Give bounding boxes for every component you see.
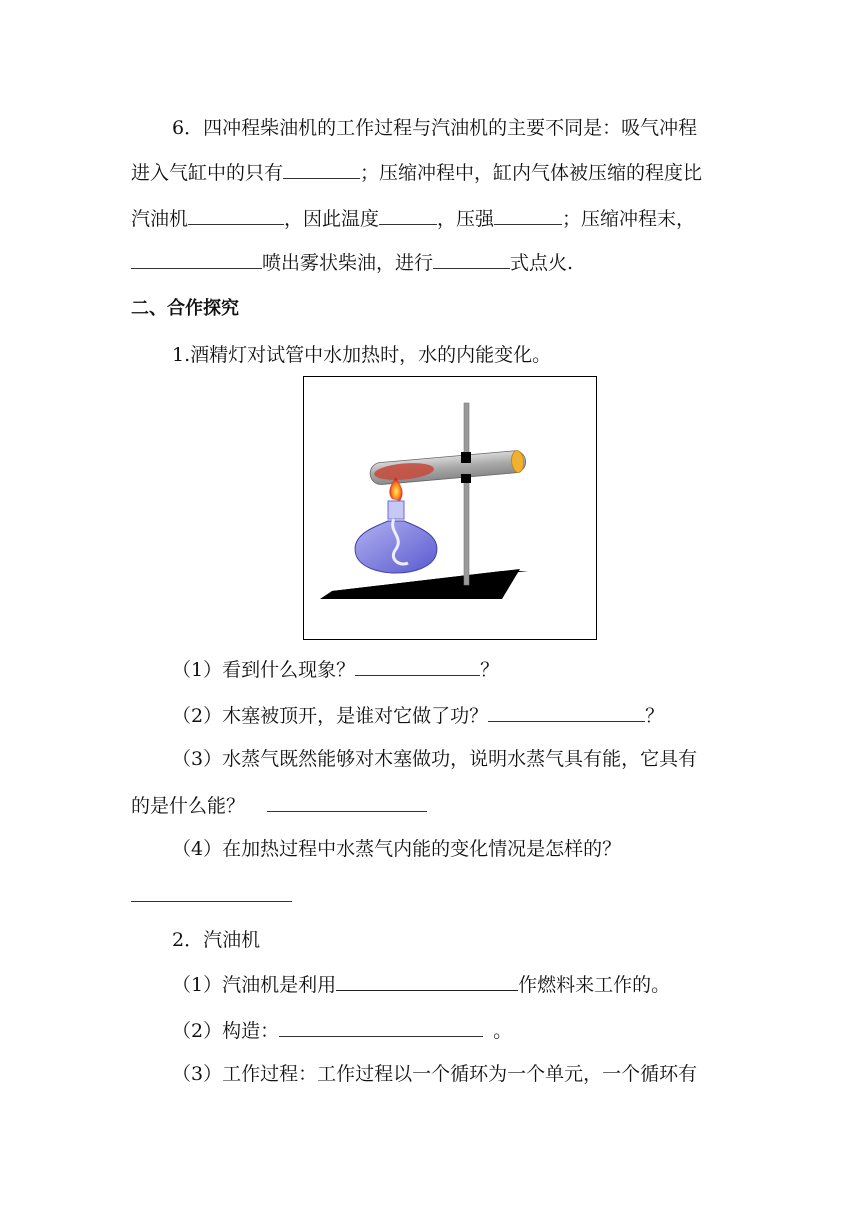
apparatus-figure [303, 376, 597, 640]
q6-text: 汽油机 [131, 208, 189, 230]
q-text: ？ [480, 659, 500, 681]
q6-text: 进入气缸中的只有 [131, 162, 284, 184]
answer-blank[interactable] [131, 250, 262, 269]
q6-text: ；压缩冲程末， [562, 208, 696, 230]
q6-text: ；压缩冲程中，缸内气体被压缩的程度比 [360, 162, 703, 184]
q-text: （2）木塞被顶开，是谁对它做了功？ [172, 705, 489, 727]
answer-blank[interactable] [279, 1018, 483, 1037]
item2-s1 [172, 972, 670, 997]
item2-s3: （3）工作过程：工作过程以一个循环为一个单元，一个循环有 [172, 1063, 698, 1085]
item1-q3-line2 [131, 793, 427, 818]
item1-q1 [172, 657, 499, 682]
item1-q4: （4）在加热过程中水蒸气内能的变化情况是怎样的？ [172, 838, 622, 860]
answer-blank[interactable] [336, 972, 518, 991]
clamp-top [461, 452, 471, 463]
answer-blank[interactable] [283, 160, 360, 179]
q-text: （1）汽油机是利用 [172, 974, 337, 996]
answer-blank[interactable] [488, 703, 645, 722]
answer-blank[interactable] [494, 206, 562, 225]
q-text: （1）看到什么现象？ [172, 659, 356, 681]
q-text: 。 [493, 1020, 513, 1042]
answer-blank[interactable] [131, 901, 292, 902]
q6-text: ，因此温度 [284, 208, 380, 230]
item2-s2 [172, 1018, 512, 1043]
answer-blank[interactable] [267, 793, 427, 812]
answer-blank[interactable] [188, 206, 284, 225]
answer-blank[interactable] [379, 206, 437, 225]
answer-blank[interactable] [433, 250, 510, 269]
q6-line-1: 6．四冲程柴油机的工作过程与汽油机的主要不同是：吸气冲程 [172, 117, 698, 139]
q6-line-3 [131, 206, 695, 231]
q6-line-4 [131, 250, 573, 275]
clamp-bottom [461, 474, 471, 483]
item2-title: 2．汽油机 [172, 929, 261, 951]
alcohol-lamp-test-tube-apparatus-icon [304, 377, 598, 641]
q6-text: 式点火. [510, 252, 574, 274]
answer-blank[interactable] [355, 657, 480, 676]
q-text: （2）构造： [172, 1020, 280, 1042]
stand-rod [464, 403, 469, 585]
q6-text: ，压强 [437, 208, 495, 230]
q6-text: 喷出雾状柴油，进行 [262, 252, 434, 274]
item1-title: 1.酒精灯对试管中水加热时，水的内能变化。 [172, 344, 552, 366]
q-text: ？ [645, 705, 665, 727]
q-text: 作燃料来工作的。 [518, 974, 671, 996]
section-heading: 二、合作探究 [131, 298, 239, 319]
q6-line-2 [131, 160, 702, 185]
item1-q3-line1: （3）水蒸气既然能够对木塞做功，说明水蒸气具有能，它具有 [172, 748, 698, 770]
item1-q2 [172, 703, 664, 728]
q-text: 的是什么能？ [131, 795, 246, 817]
